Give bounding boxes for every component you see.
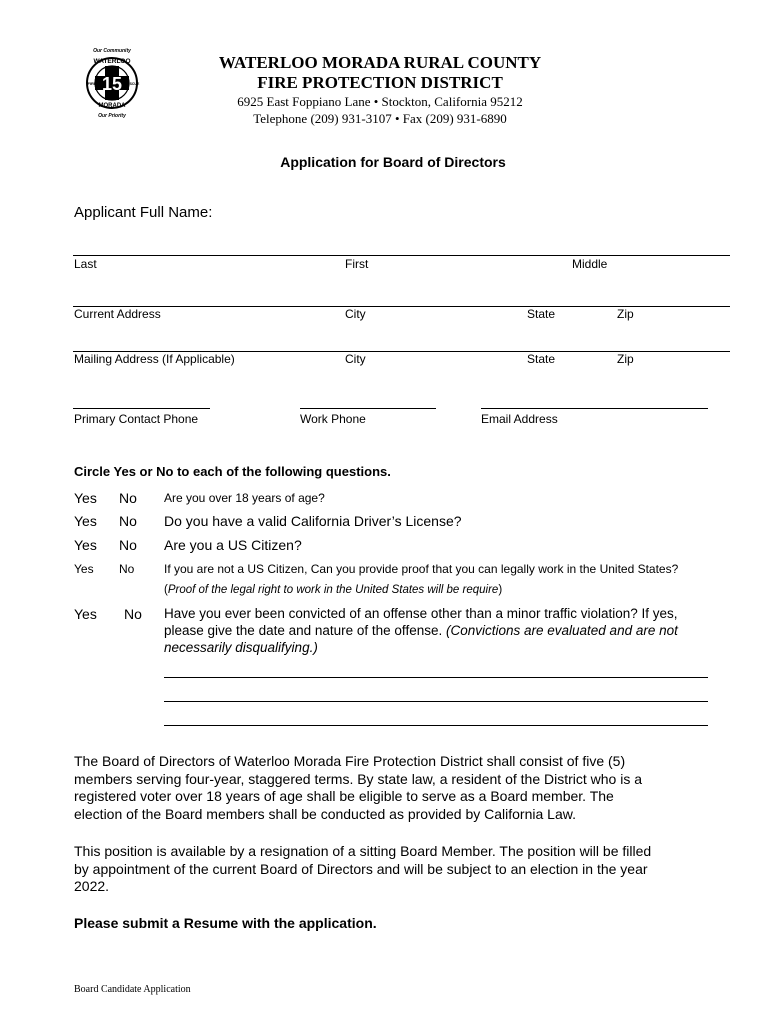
- position-paragraph: [74, 843, 714, 896]
- logo-right-text: RESCUE: [124, 82, 140, 86]
- questions-heading: Circle Yes or No to each of the following questions.: [74, 464, 391, 479]
- last-name-label: Last: [74, 257, 97, 271]
- applicant-name-heading: Applicant Full Name:: [74, 204, 213, 221]
- logo-bottom-text: Our Priority: [98, 113, 126, 119]
- footer-label: Board Candidate Application: [74, 984, 191, 995]
- email-field-line[interactable]: [481, 408, 708, 409]
- mailing-zip-label: Zip: [617, 352, 634, 366]
- position-paragraph-line1: This position is available by a resignation of a sitting Board Member. The position will be filled: [74, 843, 652, 859]
- district-address: 6925 East Foppiano Lane • Stockton, California 95212: [237, 94, 523, 109]
- q5-text-line1: Have you ever been convicted of an offense other than a minor traffic violation? If yes,: [164, 606, 678, 621]
- q2-yes[interactable]: Yes: [74, 513, 97, 529]
- work-phone-field-line[interactable]: [300, 408, 436, 409]
- mailing-address-label: Mailing Address (If Applicable): [74, 352, 235, 366]
- name-field-line[interactable]: [73, 255, 730, 256]
- middle-name-label: Middle: [572, 257, 608, 271]
- q5-no[interactable]: No: [124, 606, 142, 622]
- q5-line2-plain: please give the date and nature of the offense.: [164, 623, 446, 638]
- q1-yes[interactable]: Yes: [74, 490, 97, 506]
- position-paragraph-line2: by appointment of the current Board of Directors and will be subject to an election in the year: [74, 860, 648, 877]
- q4-note: [164, 584, 502, 596]
- board-paragraph-line2: members serving four-year, staggered terms. By state law, a resident of the District who is a: [74, 770, 643, 787]
- q4-yes[interactable]: Yes: [74, 562, 94, 576]
- district-phone: Telephone (209) 931-3107 • Fax (209) 931-6890: [253, 111, 507, 126]
- position-paragraph-line3: 2022.: [74, 878, 110, 894]
- mailing-state-label: State: [527, 352, 556, 366]
- primary-phone-field-line[interactable]: [73, 408, 210, 409]
- q3-text: Are you a US Citizen?: [164, 537, 302, 553]
- work-phone-label: Work Phone: [300, 412, 366, 426]
- q1-no[interactable]: No: [119, 490, 137, 506]
- resume-instruction: Please submit a Resume with the application.: [74, 915, 377, 931]
- q3-yes[interactable]: Yes: [74, 537, 97, 553]
- primary-phone-label: Primary Contact Phone: [74, 412, 199, 426]
- logo-ring-bottom: MORADA: [98, 103, 126, 109]
- current-address-label: Current Address: [74, 307, 161, 321]
- q4-text: If you are not a US Citizen, Can you provide proof that you can legally work in the United States?: [164, 562, 679, 576]
- q4-note-text: Proof of the legal right to work in the United States will be require: [167, 584, 499, 596]
- q5-answer-line-2[interactable]: [164, 701, 708, 702]
- logo-left-text: FIRE: [87, 81, 97, 86]
- current-zip-label: Zip: [617, 307, 634, 321]
- q3-no[interactable]: No: [119, 537, 137, 553]
- district-name-line2: FIRE PROTECTION DISTRICT: [257, 73, 503, 92]
- mailing-city-label: City: [345, 352, 366, 366]
- logo-top-text: Our Community: [93, 48, 131, 54]
- current-state-label: State: [527, 307, 556, 321]
- q2-no[interactable]: No: [119, 513, 137, 529]
- q5-answer-line-3[interactable]: [164, 725, 708, 726]
- board-paragraph-line1: The Board of Directors of Waterloo Morada Fire Protection District shall consist of five (5): [74, 753, 626, 769]
- current-city-label: City: [345, 307, 366, 321]
- q5-text-line2: [164, 623, 678, 638]
- q4-note-close: ): [498, 584, 503, 596]
- email-label: Email Address: [481, 412, 558, 426]
- q2-text: Do you have a valid California Driver’s License?: [164, 513, 462, 529]
- first-name-label: First: [345, 257, 369, 271]
- board-paragraph: [74, 753, 714, 823]
- q5-answer-line-1[interactable]: [164, 677, 708, 678]
- district-name-line1: WATERLOO MORADA RURAL COUNTY: [218, 53, 542, 72]
- board-paragraph-line3: registered voter over 18 years of age shall be eligible to serve as a Board member. The: [74, 788, 614, 804]
- q1-text: Are you over 18 years of age?: [164, 491, 325, 505]
- q5-yes[interactable]: Yes: [74, 606, 97, 622]
- q5-text-line3: necessarily disqualifying.): [164, 640, 318, 655]
- board-paragraph-line4: election of the Board members shall be conducted as provided by California Law.: [74, 805, 576, 822]
- q4-note-open: (: [164, 584, 168, 596]
- q5-line2-italic: (Convictions are evaluated and are not: [445, 623, 678, 638]
- q4-no[interactable]: No: [119, 562, 135, 576]
- logo-ring-top: WATERLOO: [93, 58, 131, 65]
- logo-number: 15: [101, 74, 123, 94]
- form-title: Application for Board of Directors: [280, 154, 506, 170]
